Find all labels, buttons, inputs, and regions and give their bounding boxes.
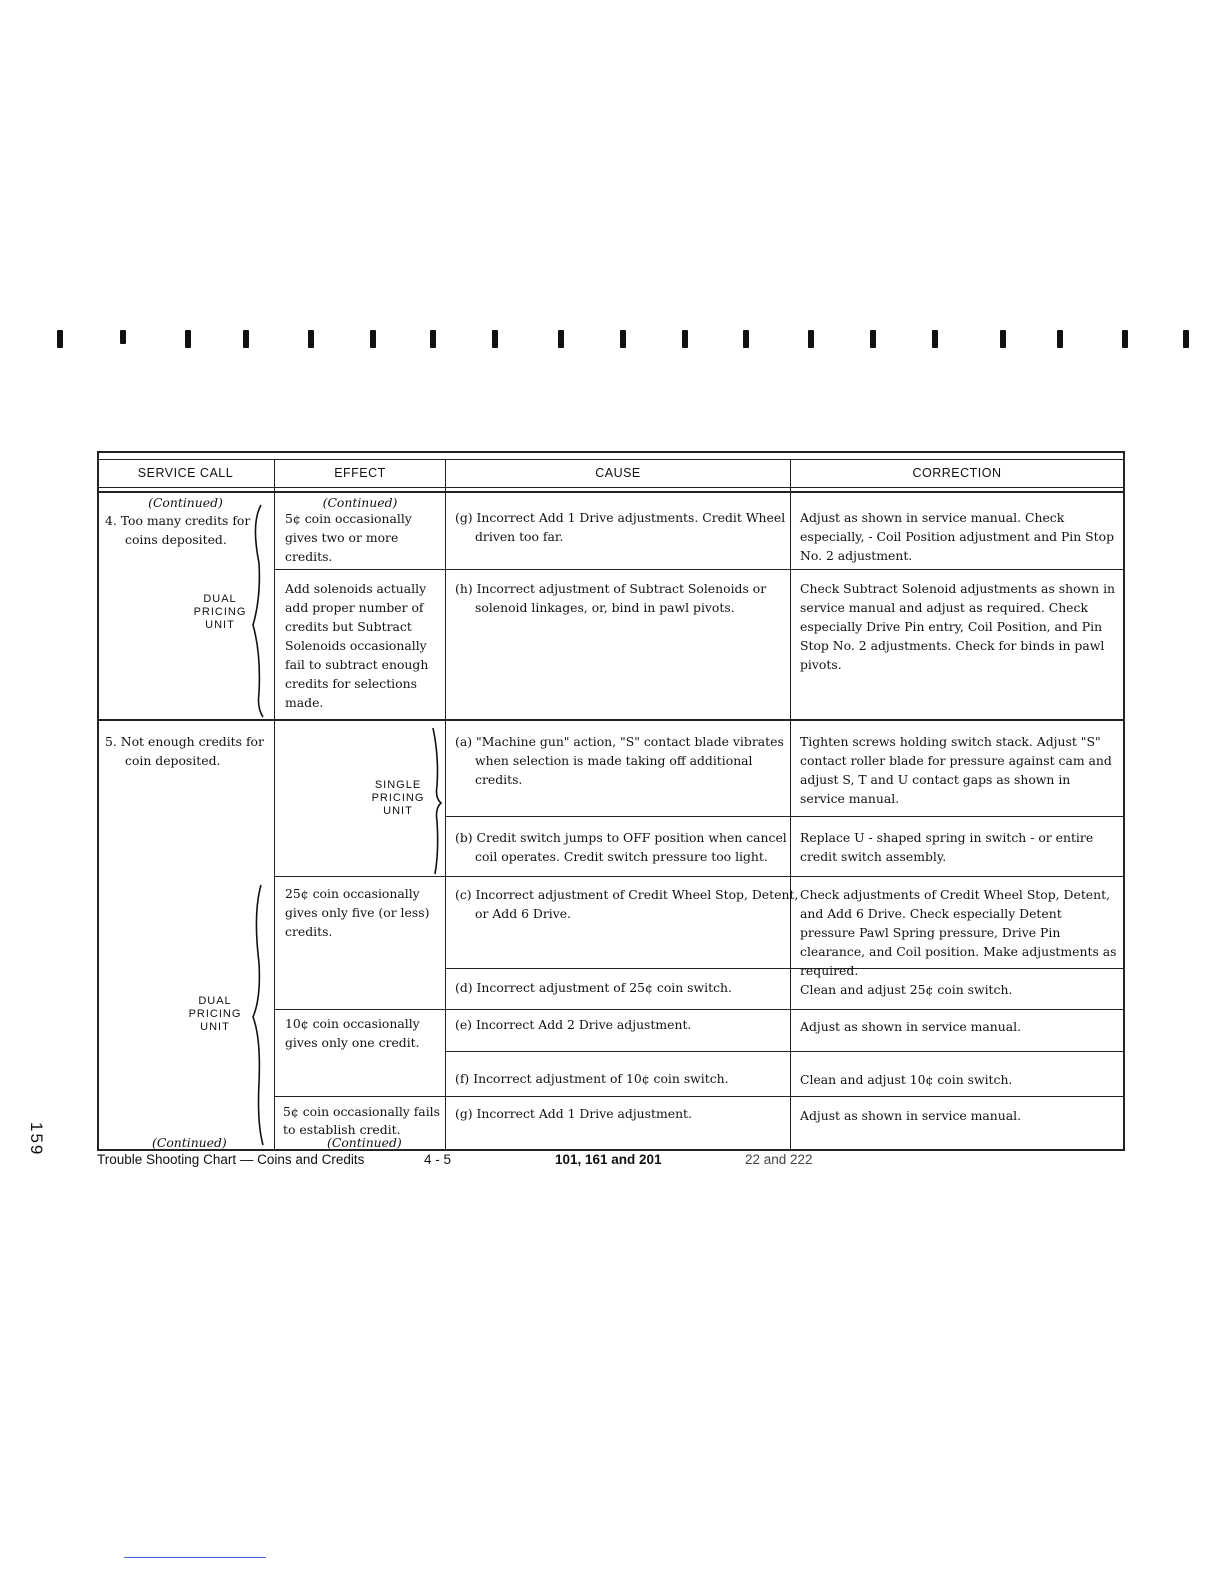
divider	[124, 1557, 266, 1558]
footer-models: 101, 161 and 201	[555, 1152, 662, 1167]
sprocket-mark	[932, 330, 938, 348]
sprocket-mark	[870, 330, 876, 348]
cause-5c: (c) Incorrect adjustment of Credit Wheel Stop, Detent, or Add 6 Drive.	[455, 887, 799, 921]
col-divider-3	[790, 459, 791, 1151]
continued-label: (Continued)	[148, 495, 223, 510]
header-service-call: SERVICE CALL	[137, 466, 234, 480]
sprocket-mark	[370, 330, 376, 348]
sprocket-mark	[1183, 330, 1189, 348]
section-rule	[97, 719, 1125, 721]
correction-5g: Adjust as shown in service manual.	[800, 1108, 1022, 1123]
right-border	[1123, 451, 1125, 1151]
cause-5e: (e) Incorrect Add 2 Drive adjustment.	[455, 1017, 692, 1032]
single-pricing-unit-label: SINGLE PRICING UNIT	[371, 779, 425, 817]
sprocket-mark	[243, 330, 249, 348]
correction-4g: Adjust as shown in service manual. Check especially, - Coil Position adjustment and Pin Stop No. 2 adjustment.	[800, 510, 1115, 563]
sprocket-mark	[308, 330, 314, 348]
footer-page: 4 - 5	[424, 1152, 452, 1167]
footer-title: Trouble Shooting Chart — Coins and Credits	[97, 1152, 365, 1167]
correction-4h: Check Subtract Solenoid adjustments as shown in service manual and adjust as required. Check especially Drive Pin entry, Coil Position, and Pin Stop No. 2 adjustments. Check for binds in pawl pivots.	[800, 581, 1116, 672]
cause-4h: (h) Incorrect adjustment of Subtract Solenoids or solenoid linkages, or, bind in pawl pivots.	[455, 581, 767, 615]
row-rule	[274, 1096, 1125, 1097]
row-rule	[274, 1009, 1125, 1010]
effect-4g: 5¢ coin occasionally gives two or more credits.	[285, 511, 412, 564]
continued-label: (Continued)	[327, 1135, 402, 1150]
left-border	[97, 451, 99, 1151]
sprocket-mark	[120, 330, 126, 344]
effect-5e: 10¢ coin occasionally gives only one credit.	[285, 1016, 420, 1050]
correction-5d: Clean and adjust 25¢ coin switch.	[800, 982, 1013, 997]
row-rule	[445, 816, 1125, 817]
cause-4g: (g) Incorrect Add 1 Drive adjustments. Credit Wheel driven too far.	[455, 510, 786, 544]
row-rule	[445, 569, 1125, 570]
cause-5f: (f) Incorrect adjustment of 10¢ coin switch.	[455, 1071, 729, 1086]
cause-5d: (d) Incorrect adjustment of 25¢ coin switch.	[455, 980, 732, 995]
brace-icon	[427, 726, 447, 876]
sprocket-mark	[743, 330, 749, 348]
continued-label: (Continued)	[152, 1135, 227, 1150]
trouble-shooting-chart	[97, 451, 1125, 1151]
row-rule	[274, 569, 445, 570]
continued-label: (Continued)	[322, 495, 398, 510]
dual-pricing-unit-label: DUAL PRICING UNIT	[188, 995, 242, 1033]
header-correction: CORRECTION	[912, 466, 1002, 480]
sprocket-mark	[1000, 330, 1006, 348]
dual-pricing-unit-label: DUAL PRICING UNIT	[193, 593, 247, 631]
page-number: 159	[27, 1122, 46, 1157]
top-rule-inner	[97, 459, 1125, 460]
row-rule	[274, 876, 1125, 877]
effect-5c: 25¢ coin occasionally gives only five (or less) credits.	[285, 886, 430, 939]
sprocket-mark	[185, 330, 191, 348]
sprocket-marks	[40, 330, 1200, 360]
sprocket-mark	[492, 330, 498, 348]
correction-5a: Tighten screws holding switch stack. Adjust "S" contact roller blade for pressure against cam and adjust S, T and U contact gaps as shown in service manual.	[800, 734, 1112, 806]
sprocket-mark	[808, 330, 814, 348]
correction-5e: Adjust as shown in service manual.	[800, 1019, 1022, 1034]
sprocket-mark	[620, 330, 626, 348]
row-rule	[445, 1051, 1125, 1052]
header-cause: CAUSE	[595, 466, 641, 480]
col-divider-1	[274, 459, 275, 1151]
cause-5a: (a) "Machine gun" action, "S" contact blade vibrates when selection is made taking off additional credits.	[455, 734, 784, 787]
top-rule	[97, 451, 1125, 453]
header-effect: EFFECT	[334, 466, 386, 480]
footer-extra: 22 and 222	[745, 1152, 813, 1167]
brace-icon	[247, 883, 271, 1148]
effect-4h: Add solenoids actually add proper number of credits but Subtract Solenoids occasionally fail to subtract enough credits for selections made.	[285, 581, 429, 710]
cause-5g: (g) Incorrect Add 1 Drive adjustment.	[455, 1106, 692, 1121]
header-rule	[97, 487, 1125, 488]
sprocket-mark	[1057, 330, 1063, 348]
correction-5b: Replace U - shaped spring in switch - or entire credit switch assembly.	[800, 830, 1094, 864]
sprocket-mark	[682, 330, 688, 348]
sprocket-mark	[57, 330, 63, 348]
sprocket-mark	[558, 330, 564, 348]
effect-5g: 5¢ coin occasionally fails to establish credit.	[283, 1104, 440, 1137]
sprocket-mark	[1122, 330, 1128, 348]
service-call-5: 5. Not enough credits for coin deposited.	[105, 734, 264, 768]
correction-5c: Check adjustments of Credit Wheel Stop, Detent, and Add 6 Drive. Check especially Detent pressure Pawl Spring pressure, Drive Pin clearance, and Coil position. Make adjustments as required.	[800, 887, 1117, 978]
service-call-4: 4. Too many credits for coins deposited.	[105, 513, 251, 547]
cause-5b: (b) Credit switch jumps to OFF position when cancel coil operates. Credit switch pressure too light.	[455, 830, 787, 864]
sprocket-mark	[430, 330, 436, 348]
correction-5f: Clean and adjust 10¢ coin switch.	[800, 1072, 1013, 1087]
brace-icon	[247, 503, 271, 719]
